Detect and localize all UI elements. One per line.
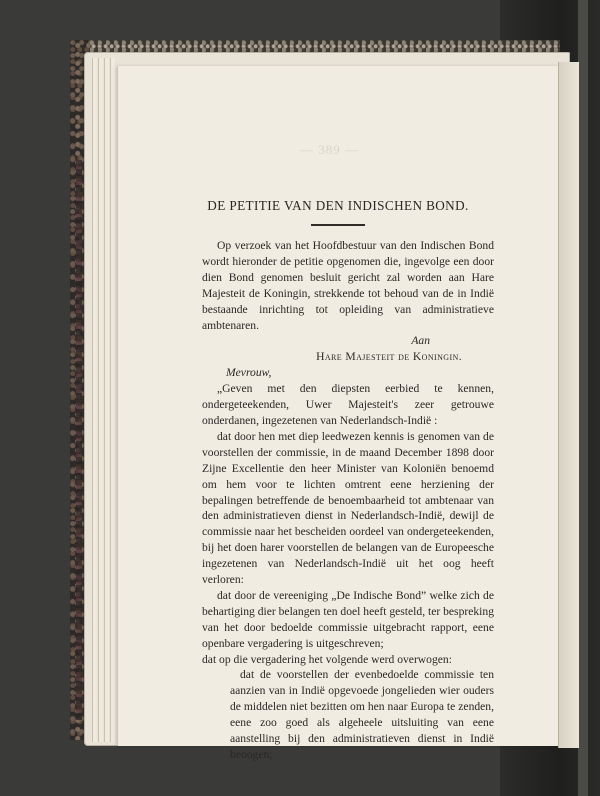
addressee: Hare Majesteit de Koningin. — [316, 350, 462, 364]
page-edge — [110, 58, 115, 742]
intro-paragraph: Op verzoek van het Hoofdbestuur van den Indischen Bond wordt hieronder de petitie opgenomen die, ingevolge een door dien Bond genomen besluit gericht zal worden aan Hare Majesteit de Koningin, strekkende tot behoud van de in Indië bestaande inrichting tot opleiding van administratieve ambtenaren. — [202, 239, 494, 332]
salutation: Mevrouw, — [226, 366, 272, 380]
petition-paragraph: dat op die vergadering het volgende werd overwogen: — [202, 652, 452, 666]
facing-page-edge — [558, 62, 579, 748]
petition-paragraph: dat door de vereeniging „De Indische Bond” welke zich de behartiging dier belangen ten doel heeft gesteld, ter bespreking van het door bedoelde commissie uitgebracht rapport, eene openbare vergadering is uitgeschreven; — [202, 588, 494, 650]
indented-paragraph: dat de voorstellen der evenbedoelde commissie ten aanzien van in Indië opgevoede jongelieden wier ouders de middelen niet bezitten om hen naar Europa te zenden, eene zoo goed als algeheele uitsluiting van eene aanstelling bij den administratieven dienst in Indië beoogen; — [230, 668, 494, 761]
title-rule — [311, 224, 365, 226]
petition-opening: „Geven met den diepsten eerbied te kennen, ondergeteekenden, Uwer Majesteit's zeer getrouwe onderdanen, ingezetenen van Nederlandsch-Indië : — [202, 382, 494, 427]
petition-paragraph: dat door hen met diep leedwezen kennis is genomen van de voorstellen der commissie, in de maand December 1898 door Zijne Excellentie den heer Minister van Koloniën benoemd om hem voor te lichten omtrent eene herziening der bepalingen betreffende de benoembaarheid tot ambtenaar van den administratieven dienst in Nederlandsch-Indië, dewijl de commissie naar het bescheiden oordeel van ondergeteekenden, bij het doen harer voorstellen de belangen van de Europeesche ingezetenen van Nederlandsch-Indië uit het oog heeft verloren: — [202, 429, 494, 587]
page-edge — [98, 58, 103, 742]
page-edge — [104, 58, 109, 742]
page-edge — [92, 58, 97, 742]
scanner-edge-strip — [578, 0, 588, 796]
body-text — [202, 234, 494, 763]
running-head: — 389 — — [300, 142, 359, 157]
book-spine-edge — [76, 160, 82, 720]
address-aan: Aan — [411, 334, 430, 348]
page-title: DE PETITIE VAN DEN INDISCHEN BOND. — [207, 198, 469, 213]
